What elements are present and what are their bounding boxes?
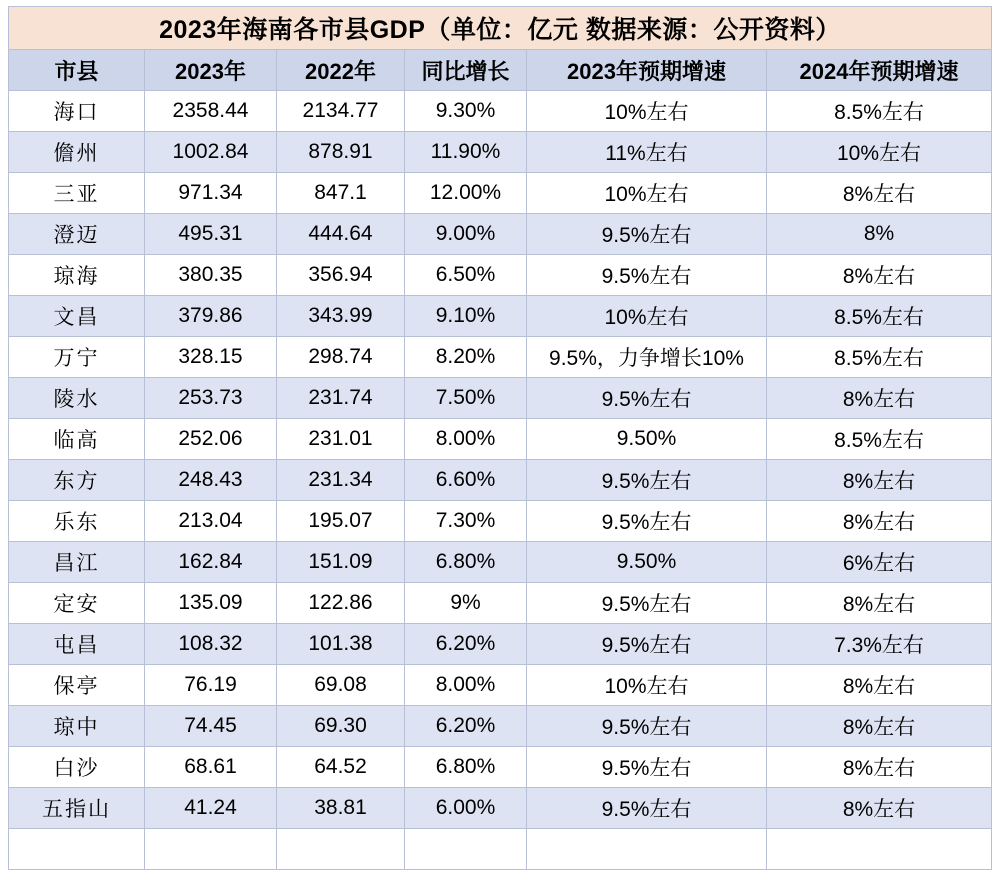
cell-expected-2023: 9.5%左右 bbox=[527, 747, 767, 788]
column-header-city: 市县 bbox=[9, 50, 145, 91]
cell-growth: 8.20% bbox=[405, 337, 527, 378]
cell-gdp-2022: 298.74 bbox=[277, 337, 405, 378]
column-header-expected-2024: 2024年预期增速 bbox=[767, 50, 992, 91]
cell-gdp-2022: 195.07 bbox=[277, 501, 405, 542]
cell-growth: 6.20% bbox=[405, 706, 527, 747]
cell-growth: 9% bbox=[405, 583, 527, 624]
cell-city: 保亭 bbox=[9, 665, 145, 706]
cell-gdp-2023: 76.19 bbox=[145, 665, 277, 706]
cell-gdp-2023: 74.45 bbox=[145, 706, 277, 747]
cell-expected-2024: 8%左右 bbox=[767, 706, 992, 747]
cell-gdp-2022: 356.94 bbox=[277, 255, 405, 296]
cell-gdp-2023: 68.61 bbox=[145, 747, 277, 788]
cell-gdp-2022: 101.38 bbox=[277, 624, 405, 665]
table-row bbox=[9, 706, 992, 747]
table-row bbox=[9, 173, 992, 214]
cell-empty bbox=[527, 829, 767, 870]
cell-city: 昌江 bbox=[9, 542, 145, 583]
cell-empty bbox=[767, 829, 992, 870]
table-row bbox=[9, 214, 992, 255]
table-row bbox=[9, 91, 992, 132]
cell-gdp-2022: 444.64 bbox=[277, 214, 405, 255]
cell-gdp-2022: 69.08 bbox=[277, 665, 405, 706]
cell-expected-2024: 8%左右 bbox=[767, 665, 992, 706]
cell-city: 定安 bbox=[9, 583, 145, 624]
table-row bbox=[9, 542, 992, 583]
cell-expected-2024: 8%左右 bbox=[767, 255, 992, 296]
cell-expected-2024: 10%左右 bbox=[767, 132, 992, 173]
table-row bbox=[9, 624, 992, 665]
cell-expected-2023: 9.5%左右 bbox=[527, 460, 767, 501]
gdp-table bbox=[8, 6, 992, 870]
column-header-2022: 2022年 bbox=[277, 50, 405, 91]
cell-gdp-2022: 38.81 bbox=[277, 788, 405, 829]
cell-expected-2024: 8%左右 bbox=[767, 788, 992, 829]
cell-gdp-2022: 847.1 bbox=[277, 173, 405, 214]
cell-expected-2024: 8.5%左右 bbox=[767, 296, 992, 337]
cell-growth: 7.30% bbox=[405, 501, 527, 542]
cell-expected-2024: 8%左右 bbox=[767, 501, 992, 542]
cell-gdp-2022: 343.99 bbox=[277, 296, 405, 337]
cell-city: 澄迈 bbox=[9, 214, 145, 255]
table-row bbox=[9, 296, 992, 337]
table-row bbox=[9, 460, 992, 501]
cell-city: 琼海 bbox=[9, 255, 145, 296]
cell-expected-2024: 8%左右 bbox=[767, 747, 992, 788]
cell-expected-2023: 10%左右 bbox=[527, 91, 767, 132]
cell-gdp-2023: 971.34 bbox=[145, 173, 277, 214]
cell-growth: 6.80% bbox=[405, 747, 527, 788]
cell-gdp-2023: 328.15 bbox=[145, 337, 277, 378]
table-row bbox=[9, 788, 992, 829]
cell-empty bbox=[277, 829, 405, 870]
cell-expected-2023: 9.5%左右 bbox=[527, 788, 767, 829]
cell-expected-2023: 11%左右 bbox=[527, 132, 767, 173]
cell-city: 屯昌 bbox=[9, 624, 145, 665]
table-row bbox=[9, 583, 992, 624]
cell-expected-2023: 9.5%左右 bbox=[527, 706, 767, 747]
cell-city: 琼中 bbox=[9, 706, 145, 747]
cell-gdp-2023: 253.73 bbox=[145, 378, 277, 419]
column-header-2023: 2023年 bbox=[145, 50, 277, 91]
cell-gdp-2022: 69.30 bbox=[277, 706, 405, 747]
cell-city: 陵水 bbox=[9, 378, 145, 419]
cell-expected-2023: 9.5%左右 bbox=[527, 378, 767, 419]
cell-expected-2024: 8.5%左右 bbox=[767, 337, 992, 378]
table-row bbox=[9, 665, 992, 706]
cell-gdp-2023: 495.31 bbox=[145, 214, 277, 255]
cell-gdp-2022: 878.91 bbox=[277, 132, 405, 173]
cell-expected-2023: 10%左右 bbox=[527, 173, 767, 214]
table-title-row bbox=[9, 7, 992, 50]
cell-expected-2023: 9.5%左右 bbox=[527, 501, 767, 542]
cell-gdp-2022: 231.01 bbox=[277, 419, 405, 460]
cell-expected-2024: 6%左右 bbox=[767, 542, 992, 583]
table-row-partial bbox=[9, 829, 992, 870]
cell-empty bbox=[405, 829, 527, 870]
cell-city: 五指山 bbox=[9, 788, 145, 829]
cell-growth: 7.50% bbox=[405, 378, 527, 419]
cell-expected-2023: 9.5%左右 bbox=[527, 624, 767, 665]
cell-growth: 9.10% bbox=[405, 296, 527, 337]
cell-gdp-2022: 64.52 bbox=[277, 747, 405, 788]
cell-gdp-2023: 252.06 bbox=[145, 419, 277, 460]
column-header-growth: 同比增长 bbox=[405, 50, 527, 91]
cell-growth: 8.00% bbox=[405, 665, 527, 706]
cell-expected-2023: 10%左右 bbox=[527, 665, 767, 706]
table-row bbox=[9, 501, 992, 542]
cell-growth: 9.00% bbox=[405, 214, 527, 255]
cell-gdp-2023: 213.04 bbox=[145, 501, 277, 542]
cell-city: 三亚 bbox=[9, 173, 145, 214]
table-header-row bbox=[9, 50, 992, 91]
cell-expected-2023: 9.50% bbox=[527, 419, 767, 460]
cell-city: 东方 bbox=[9, 460, 145, 501]
cell-gdp-2023: 108.32 bbox=[145, 624, 277, 665]
cell-gdp-2022: 231.74 bbox=[277, 378, 405, 419]
cell-gdp-2022: 231.34 bbox=[277, 460, 405, 501]
cell-expected-2024: 8%左右 bbox=[767, 460, 992, 501]
column-header-expected-2023: 2023年预期增速 bbox=[527, 50, 767, 91]
cell-expected-2024: 8%左右 bbox=[767, 583, 992, 624]
cell-expected-2023: 9.5%左右 bbox=[527, 255, 767, 296]
cell-growth: 6.80% bbox=[405, 542, 527, 583]
table-title: 2023年海南各市县GDP（单位：亿元 数据来源：公开资料） bbox=[9, 7, 992, 50]
cell-growth: 6.50% bbox=[405, 255, 527, 296]
cell-growth: 8.00% bbox=[405, 419, 527, 460]
cell-expected-2023: 9.5%左右 bbox=[527, 214, 767, 255]
cell-city: 临高 bbox=[9, 419, 145, 460]
cell-expected-2024: 7.3%左右 bbox=[767, 624, 992, 665]
cell-gdp-2023: 379.86 bbox=[145, 296, 277, 337]
cell-expected-2023: 9.5%左右 bbox=[527, 583, 767, 624]
cell-gdp-2023: 1002.84 bbox=[145, 132, 277, 173]
cell-empty bbox=[145, 829, 277, 870]
table-row bbox=[9, 337, 992, 378]
cell-city: 白沙 bbox=[9, 747, 145, 788]
cell-city: 文昌 bbox=[9, 296, 145, 337]
cell-gdp-2022: 151.09 bbox=[277, 542, 405, 583]
cell-city: 儋州 bbox=[9, 132, 145, 173]
cell-growth: 12.00% bbox=[405, 173, 527, 214]
cell-gdp-2022: 2134.77 bbox=[277, 91, 405, 132]
cell-expected-2023: 10%左右 bbox=[527, 296, 767, 337]
table-row bbox=[9, 132, 992, 173]
cell-city: 万宁 bbox=[9, 337, 145, 378]
cell-growth: 11.90% bbox=[405, 132, 527, 173]
table-row bbox=[9, 419, 992, 460]
cell-gdp-2022: 122.86 bbox=[277, 583, 405, 624]
cell-expected-2023: 9.50% bbox=[527, 542, 767, 583]
cell-growth: 6.20% bbox=[405, 624, 527, 665]
table-row bbox=[9, 378, 992, 419]
cell-empty bbox=[9, 829, 145, 870]
cell-growth: 9.30% bbox=[405, 91, 527, 132]
cell-gdp-2023: 380.35 bbox=[145, 255, 277, 296]
cell-city: 海口 bbox=[9, 91, 145, 132]
cell-expected-2024: 8% bbox=[767, 214, 992, 255]
cell-gdp-2023: 41.24 bbox=[145, 788, 277, 829]
cell-expected-2023: 9.5%，力争增长10% bbox=[527, 337, 767, 378]
table-row bbox=[9, 255, 992, 296]
cell-gdp-2023: 2358.44 bbox=[145, 91, 277, 132]
cell-gdp-2023: 162.84 bbox=[145, 542, 277, 583]
cell-expected-2024: 8%左右 bbox=[767, 173, 992, 214]
cell-expected-2024: 8.5%左右 bbox=[767, 419, 992, 460]
cell-gdp-2023: 135.09 bbox=[145, 583, 277, 624]
table-row bbox=[9, 747, 992, 788]
cell-expected-2024: 8%左右 bbox=[767, 378, 992, 419]
cell-growth: 6.00% bbox=[405, 788, 527, 829]
cell-city: 乐东 bbox=[9, 501, 145, 542]
cell-expected-2024: 8.5%左右 bbox=[767, 91, 992, 132]
cell-gdp-2023: 248.43 bbox=[145, 460, 277, 501]
cell-growth: 6.60% bbox=[405, 460, 527, 501]
